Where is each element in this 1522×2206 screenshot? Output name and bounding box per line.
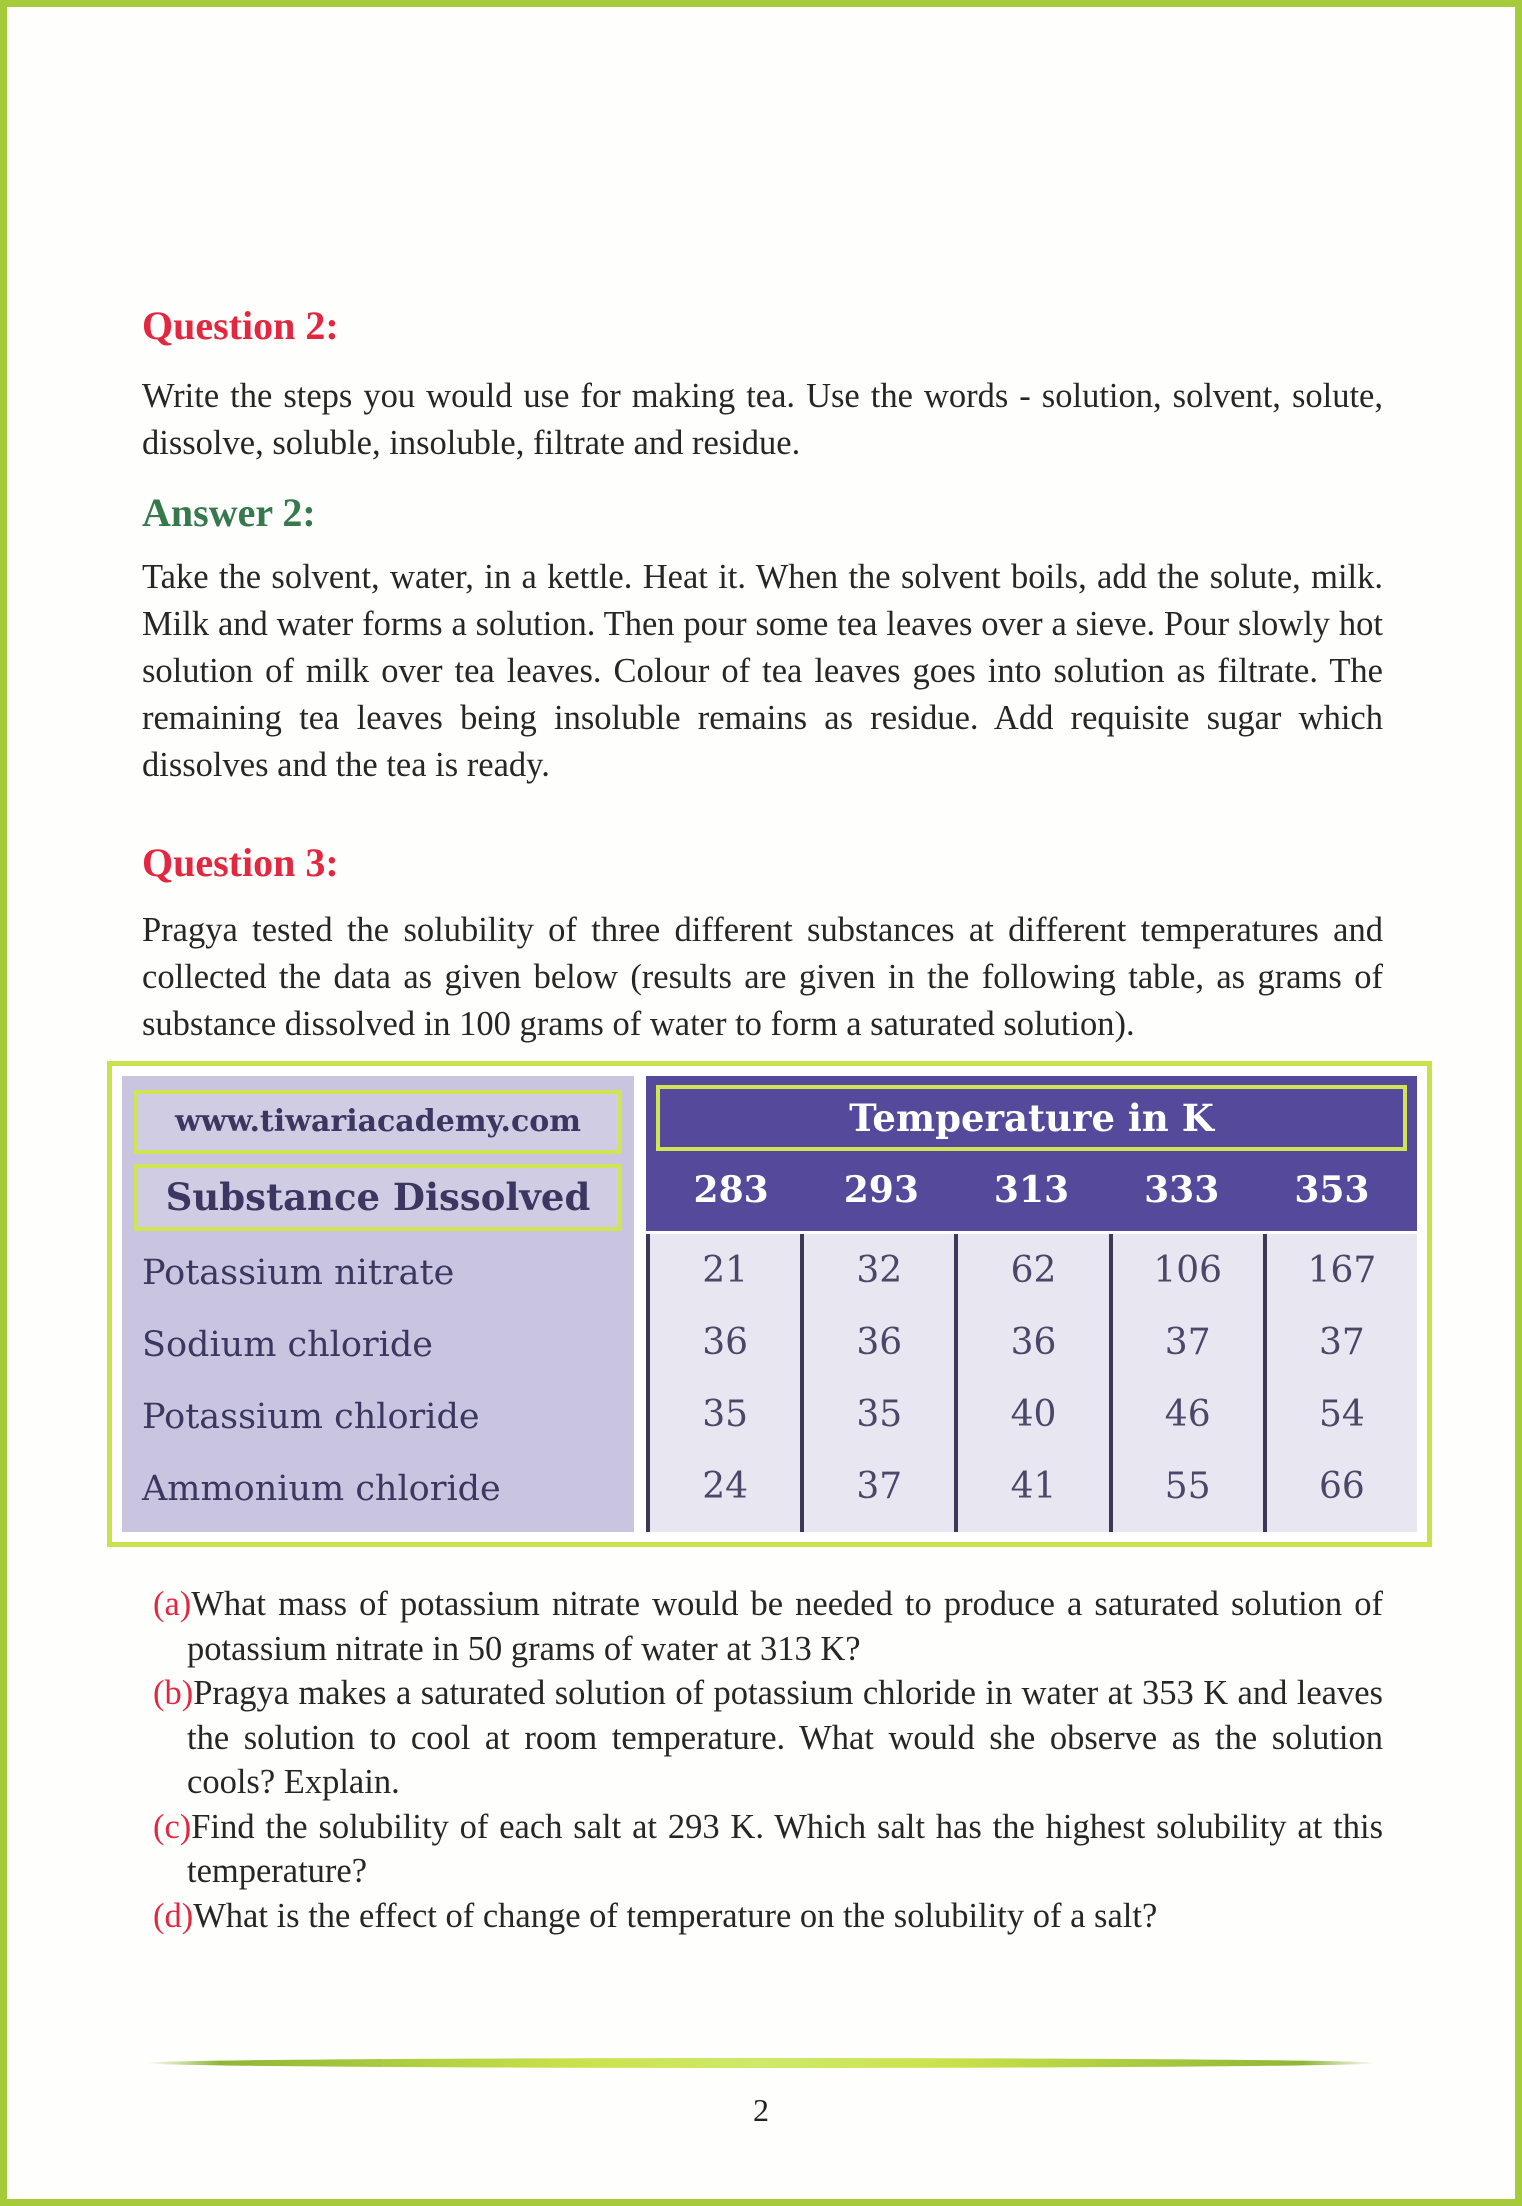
- table-cell: 55: [1164, 1465, 1211, 1507]
- table-cell: 32: [856, 1249, 903, 1291]
- row-label-potassium-nitrate: Potassium nitrate: [142, 1253, 455, 1293]
- temperature-header-band: [646, 1076, 1417, 1231]
- question-3-text: Pragya tested the solubility of three different substances at different temperatures and collected the data as given below (results are given in the following table, as grams of substance dissolved in 100 grams of water to form a saturated solution).: [142, 911, 1383, 1043]
- table-cell: 66: [1319, 1465, 1365, 1507]
- column-353: [1263, 1234, 1417, 1532]
- column-283: [646, 1234, 800, 1532]
- subquestion-list: [153, 1582, 1383, 1938]
- table-cell: 21: [702, 1249, 748, 1291]
- column-333: [1109, 1234, 1263, 1532]
- temp-293: 293: [843, 1169, 919, 1211]
- subquestion-b-label: (b): [153, 1674, 194, 1712]
- subquestion-d: [153, 1894, 1383, 1939]
- subquestion-c-label: (c): [153, 1807, 192, 1846]
- temperature-values-row: [656, 1151, 1407, 1229]
- table-cell: 37: [1319, 1321, 1365, 1363]
- column-293: [800, 1234, 954, 1532]
- subquestion-b-text: Pragya makes a saturated solution of potassium chloride in water at 353 K and leaves the solution to cool at room temperature. What would she observe as the solution cools? Explain.: [187, 1674, 1383, 1801]
- website-label: www.tiwariacademy.com: [134, 1090, 622, 1154]
- question-2-heading: Question 2:: [142, 303, 339, 348]
- subquestion-c-text: Find the solubility of each salt at 293 K. Which salt has the highest solubility at this temperature?: [187, 1807, 1383, 1890]
- table-cell: 35: [702, 1393, 748, 1435]
- temp-313: 313: [993, 1169, 1070, 1211]
- question-2-text: Write the steps you would use for making tea. Use the words - solution, solvent, solute, dissolve, soluble, insoluble, filtrate and residue.: [142, 377, 1383, 462]
- column-313: [954, 1234, 1108, 1532]
- page-number: 2: [753, 2092, 769, 2128]
- subquestion-a-label: (a): [153, 1585, 192, 1623]
- table-cell: 62: [1010, 1249, 1057, 1291]
- table-data-panel: [646, 1076, 1417, 1532]
- substance-dissolved-header: Substance Dissolved: [134, 1164, 622, 1231]
- table-cell: 36: [702, 1321, 748, 1363]
- table-cell: 40: [1010, 1393, 1057, 1435]
- table-cell: 167: [1307, 1249, 1377, 1291]
- subquestion-a: [153, 1582, 1383, 1671]
- row-label-potassium-chloride: Potassium chloride: [142, 1397, 480, 1437]
- answer-2-heading: Answer 2:: [142, 490, 316, 535]
- table-cell: 41: [1010, 1465, 1057, 1507]
- table-cell: 36: [1010, 1321, 1057, 1363]
- temp-333: 333: [1144, 1169, 1220, 1211]
- table-cell: 37: [856, 1465, 903, 1507]
- table-cell: 36: [856, 1321, 903, 1363]
- subquestion-b: [153, 1671, 1383, 1805]
- answer-2-text: Take the solvent, water, in a kettle. Heat it. When the solvent boils, add the solute, milk. Milk and water forms a solution. Then pour some tea leaves over a sieve. Pour slowly hot solution of milk over tea leaves. Colour of tea leaves goes into solution as filtrate. The remaining tea leaves being insoluble remains as residue. Add requisite sugar which dissolves and the tea is ready.: [142, 558, 1383, 784]
- temp-353: 353: [1294, 1169, 1370, 1211]
- row-label-ammonium-chloride: Ammonium chloride: [142, 1469, 501, 1509]
- decorative-divider: [146, 2058, 1376, 2068]
- table-cell: 54: [1319, 1393, 1365, 1435]
- table-cell: 24: [702, 1465, 748, 1507]
- subquestion-c: [153, 1805, 1383, 1894]
- table-values-grid: [646, 1234, 1417, 1532]
- solubility-table: [107, 1061, 1432, 1547]
- subquestion-d-label: (d): [153, 1896, 194, 1935]
- table-cell: 35: [856, 1393, 903, 1435]
- question-3-heading: Question 3:: [142, 840, 339, 885]
- table-cell: 37: [1164, 1321, 1211, 1363]
- row-label-sodium-chloride: Sodium chloride: [142, 1325, 433, 1365]
- subquestion-a-text: What mass of potassium nitrate would be needed to produce a saturated solution of potassium nitrate in 50 grams of water at 313 K?: [187, 1585, 1383, 1668]
- table-cell: 106: [1153, 1249, 1223, 1291]
- temperature-in-k-header: Temperature in K: [656, 1085, 1407, 1151]
- page-content: [142, 305, 1383, 1938]
- table-cell: 46: [1164, 1393, 1211, 1435]
- subquestion-d-text: What is the effect of change of temperature on the solubility of a salt?: [193, 1896, 1158, 1935]
- table-left-panel: [122, 1076, 634, 1532]
- temp-283: 283: [693, 1169, 769, 1211]
